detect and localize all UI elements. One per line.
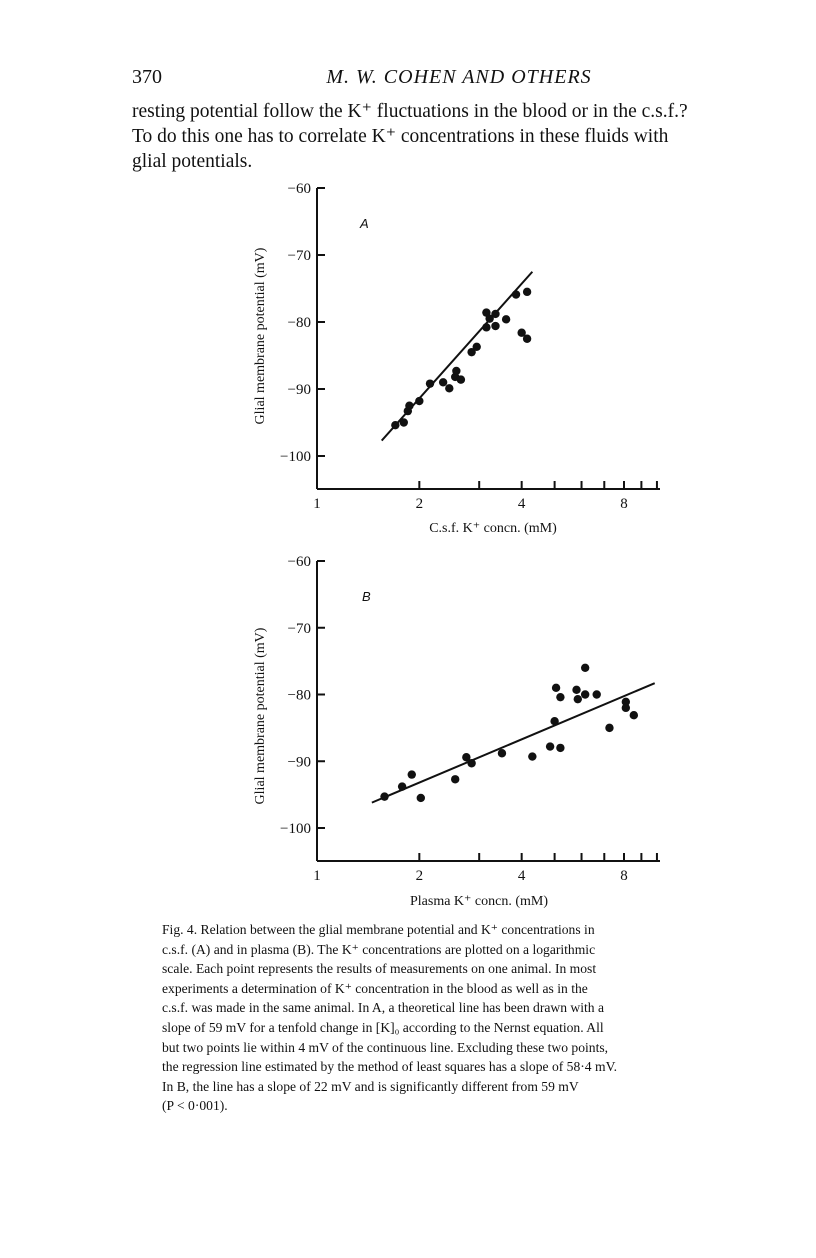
caption-line: c.s.f. was made in the same animal. In A, a theoretical line has been drawn with a	[162, 1000, 605, 1016]
chart-b-y-tick-label: −80	[287, 687, 311, 704]
chart-a-fit-line	[382, 272, 533, 441]
caption-line: but two points lie within 4 mV of the continuous line. Excluding these two points,	[162, 1039, 609, 1055]
chart-b-data-point	[593, 690, 601, 698]
chart-b	[253, 554, 660, 909]
chart-a-y-tick-label: −70	[287, 248, 311, 264]
body-line: To do this one has to correlate K⁺ concentrations in these fluids with	[132, 126, 669, 147]
chart-a-data-point	[482, 323, 490, 331]
chart-b-x-tick-label: 8	[620, 868, 628, 884]
chart-a-panel-label: A	[360, 216, 369, 231]
chart-a-data-point	[426, 379, 434, 387]
figure-caption	[162, 920, 752, 1116]
caption-line: slope of 59 mV for a tenfold change in [K]₀ according to the Nernst equation. All	[162, 1019, 604, 1035]
chart-b-y-axis-label: Glial membrane potential (mV)	[253, 627, 268, 805]
chart-a-data-point	[523, 335, 531, 343]
chart-a-data-point	[457, 375, 465, 383]
chart-b-data-point	[556, 693, 564, 701]
caption-line: scale. Each point represents the results of measurements on one animal. In most	[162, 961, 597, 977]
chart-a-data-point	[400, 418, 408, 426]
chart-b-data-point	[581, 664, 589, 672]
chart-b-data-point	[498, 749, 506, 757]
chart-b-x-tick-label: 2	[415, 868, 424, 884]
chart-a-x-axis-label: C.s.f. K⁺ concn. (mM)	[429, 521, 557, 536]
chart-a-y-tick-label: −100	[280, 449, 311, 465]
chart-a-data-point	[473, 343, 481, 351]
chart-b-data-point	[581, 690, 589, 698]
chart-b-data-point	[398, 782, 406, 790]
caption-line: (P < 0·001).	[162, 1098, 228, 1114]
chart-b-y-tick-label: −90	[287, 754, 311, 771]
chart-a-x-tick-label: 8	[620, 496, 628, 512]
chart-b-fit-line	[372, 683, 655, 802]
caption-line: experiments a determination of K⁺ concentration in the blood as well as in the	[162, 980, 588, 996]
chart-b-data-point	[556, 744, 564, 752]
chart-b-data-point	[380, 792, 388, 800]
chart-b-data-point	[467, 759, 475, 767]
chart-a-data-point	[452, 367, 460, 375]
caption-line: Fig. 4. Relation between the glial membrane potential and K⁺ concentrations in	[162, 922, 595, 937]
chart-a-data-point	[502, 315, 510, 323]
chart-b-data-point	[572, 686, 580, 694]
chart-b-data-point	[546, 742, 554, 750]
chart-b-panel-label: B	[362, 589, 371, 604]
chart-b-data-point	[622, 704, 630, 712]
caption-line: c.s.f. (A) and in plasma (B). The K⁺ concentrations are plotted on a logarithmic	[162, 941, 596, 957]
chart-a-marks	[382, 272, 533, 441]
chart-a-data-point	[491, 310, 499, 318]
chart-a-x-tick-label: 1	[313, 496, 321, 512]
chart-a-axes	[280, 181, 660, 512]
chart-b-y-tick-label: −100	[280, 821, 311, 837]
chart-a-y-axis-label: Glial membrane potential (mV)	[253, 247, 268, 425]
chart-a-x-tick-label: 4	[517, 496, 526, 512]
chart-b-data-point	[451, 775, 459, 783]
chart-a-data-point	[405, 402, 413, 410]
chart-a-data-point	[523, 288, 531, 296]
chart-b-data-point	[630, 711, 638, 719]
chart-b-axes	[280, 554, 660, 884]
chart-b-y-tick-label: −70	[287, 620, 311, 637]
chart-b-x-tick-label: 4	[517, 868, 526, 884]
caption-line: the regression line estimated by the method of least squares has a slope of 58·4 mV.	[162, 1059, 618, 1075]
chart-b-x-tick-label: 1	[313, 868, 321, 884]
chart-b-data-point	[550, 717, 558, 725]
chart-a-data-point	[439, 378, 447, 386]
page-number: 370	[132, 66, 162, 88]
chart-a-y-tick-label: −60	[287, 181, 311, 197]
body-line: resting potential follow the K⁺ fluctuations in the blood or in the c.s.f.?	[132, 101, 688, 122]
chart-b-data-point	[408, 770, 416, 778]
chart-b-data-point	[528, 752, 536, 760]
body-line: glial potentials.	[132, 151, 253, 172]
chart-b-data-point	[552, 684, 560, 692]
chart-a-data-point	[415, 397, 423, 405]
chart-a-y-tick-label: −80	[287, 315, 311, 331]
chart-a-data-point	[512, 290, 520, 298]
chart-a-data-point	[445, 384, 453, 392]
chart-a	[253, 181, 660, 536]
chart-b-data-point	[574, 695, 582, 703]
chart-b-data-point	[605, 724, 613, 732]
chart-a-data-point	[391, 421, 399, 429]
chart-b-y-tick-label: −60	[287, 554, 311, 570]
chart-a-x-tick-label: 2	[415, 496, 424, 512]
chart-a-y-tick-label: −90	[287, 382, 311, 398]
chart-b-marks	[372, 664, 655, 803]
caption-line: In B, the line has a slope of 22 mV and is significantly different from 59 mV	[162, 1078, 579, 1094]
chart-b-data-point	[417, 794, 425, 802]
running-head: M. W. COHEN AND OTHERS	[326, 66, 592, 88]
chart-b-x-axis-label: Plasma K⁺ concn. (mM)	[409, 894, 549, 909]
chart-a-data-point	[491, 322, 499, 330]
